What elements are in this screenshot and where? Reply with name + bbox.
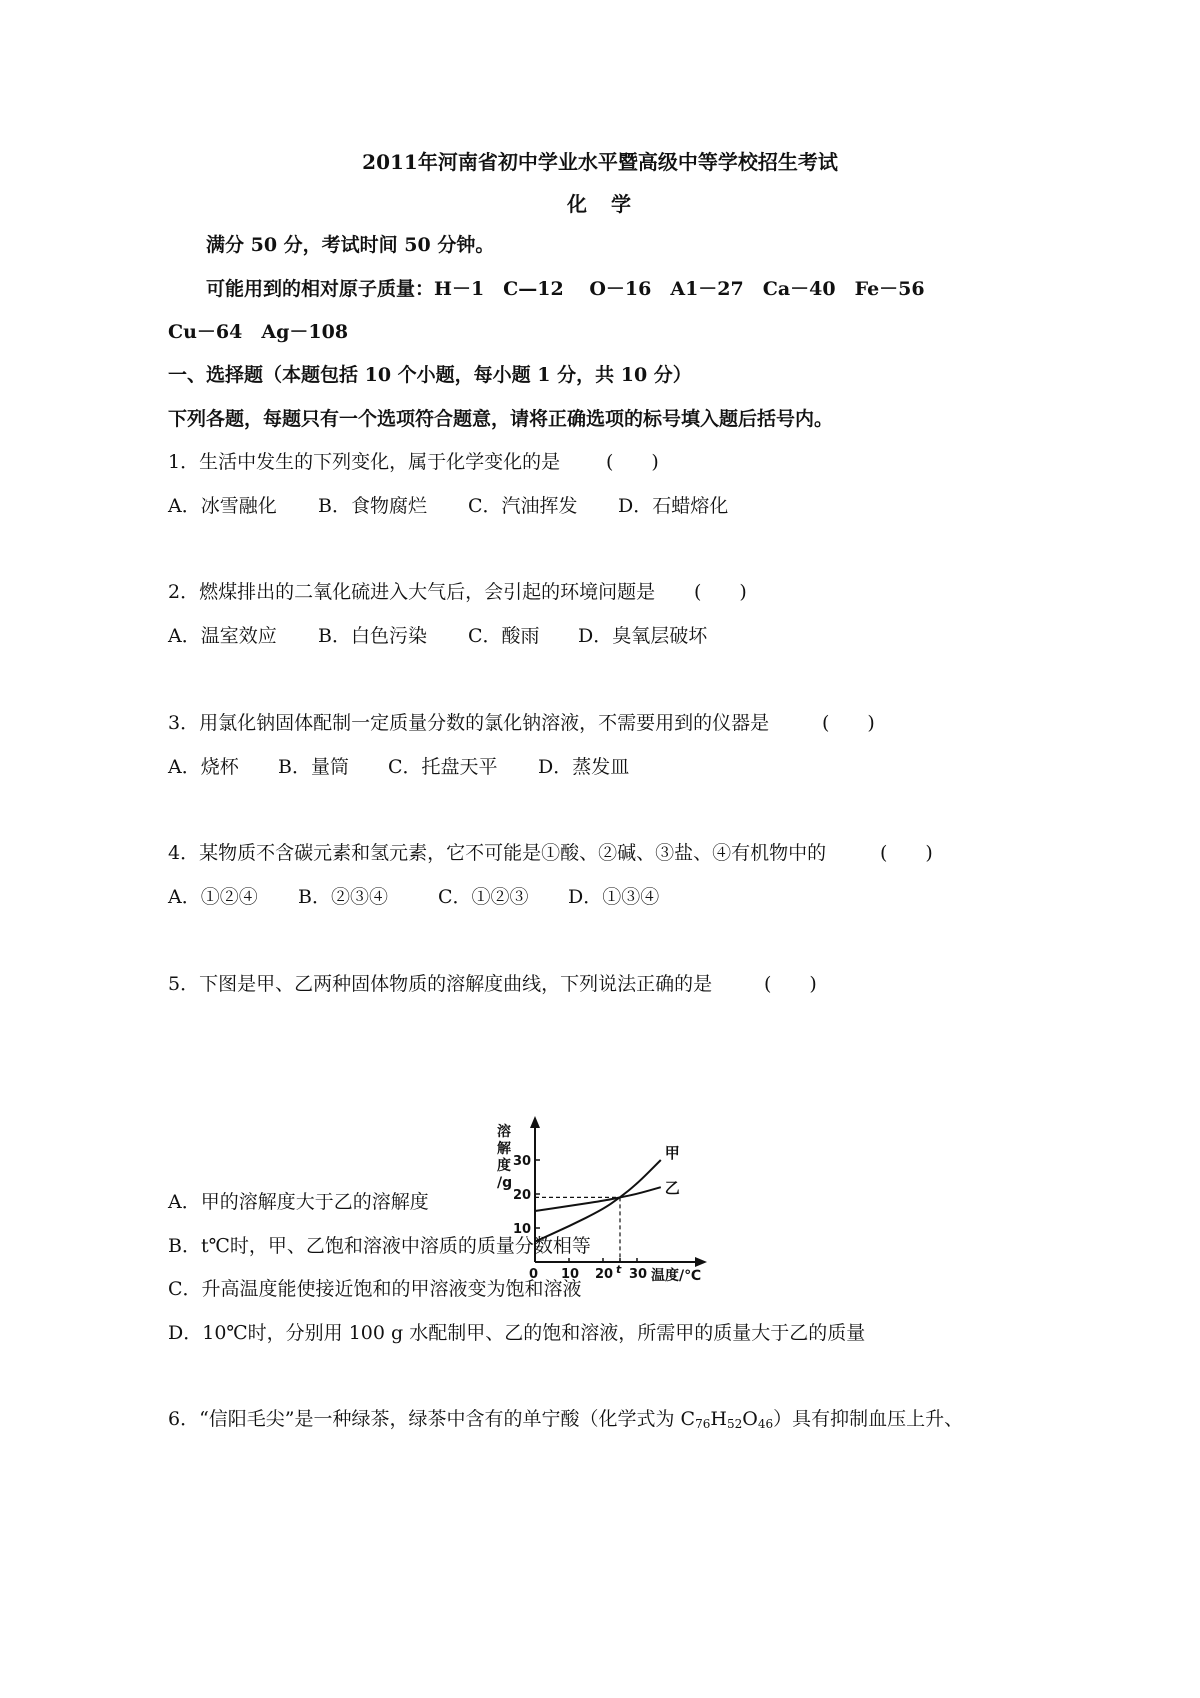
formula-subscript-c: 76	[695, 1417, 711, 1431]
question-5-option-c: C．升高温度能使接近饱和的甲溶液变为饱和溶液	[168, 1278, 582, 1300]
question-5-option-b: B．t℃时，甲、乙饱和溶液中溶质的质量分数相等	[168, 1235, 591, 1257]
question-4-option-d: D．①③④	[568, 886, 660, 908]
question-4-option-a: A．①②④	[168, 886, 258, 908]
question-2-option-b: B．白色污染	[318, 625, 427, 647]
x-tick-label: 10	[561, 1267, 580, 1282]
question-5-option-d: D．10℃时，分别用 100 g 水配制甲、乙的饱和溶液，所需甲的质量大于乙的质量	[168, 1322, 866, 1344]
question-6-stem-part-1: 6．“信阳毛尖”是一种绿茶，绿茶中含有的单宁酸（化学式为 C	[168, 1408, 696, 1430]
question-2-option-a: A．温室效应	[168, 625, 277, 647]
question-5-answer-blank: ( )	[764, 973, 817, 995]
question-3-option-d: D．蒸发皿	[538, 756, 630, 778]
question-3-option-a: A．烧杯	[168, 756, 239, 778]
x-tick-label: 20	[595, 1267, 614, 1282]
question-5-option-a: A．甲的溶解度大于乙的溶解度	[168, 1191, 429, 1213]
x-tick-label: 30	[629, 1267, 648, 1282]
atomic-mass-line-1: 可能用到的相对原子质量：H－1 C—12 O－16 A1－27 Ca－40 Fe－56	[206, 278, 925, 300]
y-axis-label-char: 溶	[497, 1124, 511, 1140]
y-tick-label: 10	[513, 1222, 532, 1237]
y-tick-label: 20	[513, 1188, 532, 1203]
x-axis-label: 温度/℃	[651, 1268, 702, 1284]
score-time-note: 满分 50 分，考试时间 50 分钟。	[206, 234, 495, 256]
question-1-option-d: D．石蜡熔化	[618, 495, 729, 517]
question-5-stem: 5．下图是甲、乙两种固体物质的溶解度曲线，下列说法正确的是	[168, 973, 713, 995]
y-axis-label-char: 解	[497, 1141, 511, 1157]
question-2-option-c: C．酸雨	[468, 625, 540, 647]
atomic-mass-line-2: Cu－64 Ag－108	[168, 321, 349, 343]
question-1-option-a: A．冰雪融化	[168, 495, 277, 517]
formula-subscript-o: 46	[757, 1417, 774, 1431]
formula-element-o: O	[742, 1408, 758, 1430]
question-2-option-d: D．臭氧层破坏	[578, 625, 708, 647]
exam-title: 2011年河南省初中学业水平暨高级中等学校招生考试	[362, 150, 838, 174]
question-1-option-c: C．汽油挥发	[468, 495, 578, 517]
question-6-stem-part-2: ）具有抑制血压上升、	[773, 1408, 964, 1430]
question-2-stem: 2．燃煤排出的二氧化硫进入大气后，会引起的环境问题是	[168, 581, 656, 603]
question-1-answer-blank: ( )	[606, 451, 659, 473]
question-4-stem: 4．某物质不含碳元素和氢元素，它不可能是①酸、②碱、③盐、④有机物中的	[168, 842, 827, 864]
series-label-yi: 乙	[664, 1179, 680, 1198]
y-axis-label-char: 度	[497, 1158, 511, 1174]
formula-element-h: H	[710, 1408, 727, 1430]
question-3-option-c: C．托盘天平	[388, 756, 498, 778]
x-axis-arrow	[695, 1257, 707, 1267]
section-heading: 一、选择题（本题包括 10 个小题，每小题 1 分，共 10 分）	[168, 364, 692, 386]
question-1-option-b: B．食物腐烂	[318, 495, 427, 517]
formula-subscript-h: 52	[726, 1417, 743, 1431]
subject-title: 化 学	[567, 192, 633, 216]
y-axis-arrow	[530, 1116, 540, 1128]
question-6-stem	[168, 1406, 963, 1437]
question-3-answer-blank: ( )	[822, 712, 875, 734]
question-4-option-c: C．①②③	[438, 886, 529, 908]
question-3-option-b: B．量筒	[278, 756, 349, 778]
y-tick-label: 30	[513, 1154, 532, 1169]
x-tick-label: t	[616, 1263, 622, 1276]
question-3-stem: 3．用氯化钠固体配制一定质量分数的氯化钠溶液，不需要用到的仪器是	[168, 712, 770, 734]
question-4-option-b: B．②③④	[298, 886, 388, 908]
series-curve-yi	[535, 1187, 661, 1211]
section-instruction: 下列各题，每题只有一个选项符合题意，请将正确选项的标号填入题后括号内。	[168, 408, 834, 430]
series-label-jia: 甲	[664, 1144, 680, 1162]
y-axis-label-char: /g	[497, 1175, 513, 1191]
question-2-answer-blank: ( )	[694, 581, 747, 603]
question-1-stem: 1．生活中发生的下列变化，属于化学变化的是	[168, 451, 561, 473]
x-tick-label: 0	[529, 1267, 539, 1282]
question-4-answer-blank: ( )	[880, 842, 933, 864]
